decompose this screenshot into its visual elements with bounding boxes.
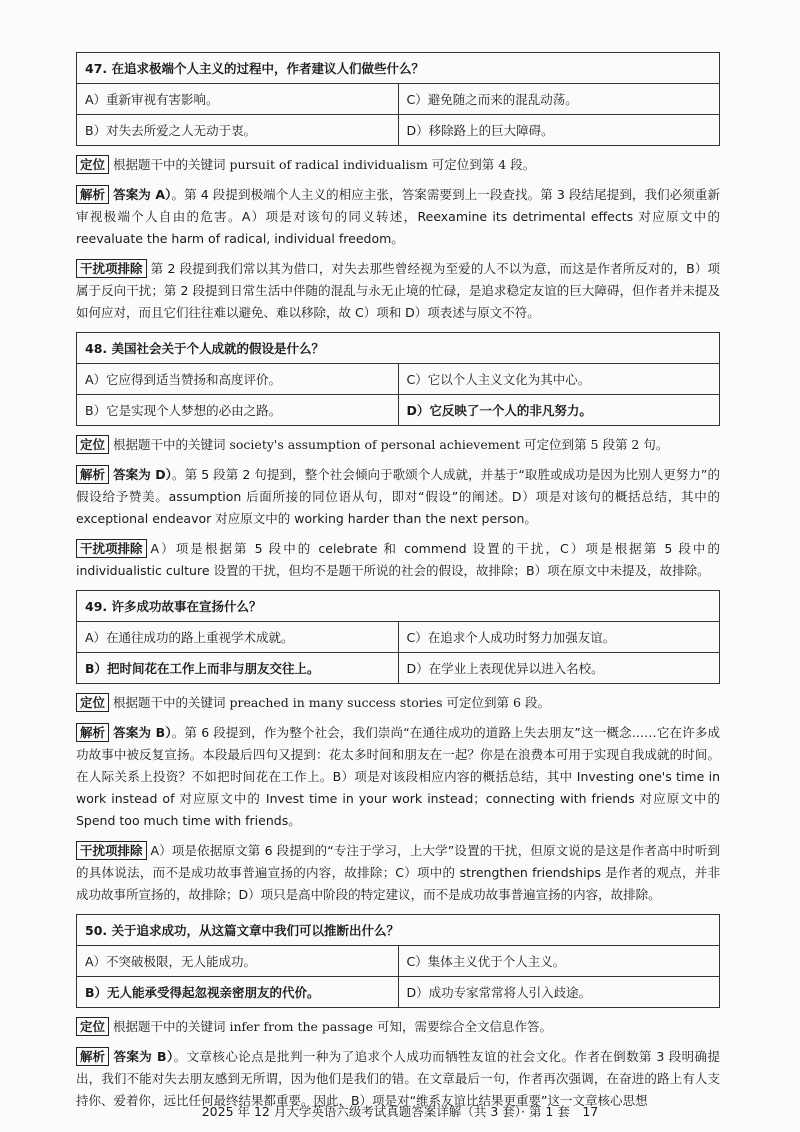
q49-analysis: [76, 722, 720, 832]
option-48-b: B）它是实现个人梦想的必由之路。: [77, 395, 399, 426]
question-50-table: [76, 914, 720, 1008]
location-text: 根据题干中的关键词 pursuit of radical individualism 可定位到第 4 段。: [113, 157, 536, 172]
analysis-text: 。第 6 段提到，作为整个社会，我们崇尚“在通往成功的道路上失去朋友”这一概念……它在许多成功故事中被反复宣扬。本段最后四句又提到：花太多时间和朋友在一起？你是在浪费本可用于实现自我成就的时间。在人际关系上投资？不如把时间花在工作上。B）项是对该段相应内容的概括总结，其中 Investing one's time in work instead of 对应原文中的 Invest time in your work instead；connecting with friends 对应原文中的 Spend too much time with friends。: [76, 725, 720, 828]
q49-distractor: [76, 840, 720, 906]
option-50-c: C）集体主义优于个人主义。: [398, 946, 720, 977]
q48-location: [76, 434, 720, 456]
question-49-stem: 49. 许多成功故事在宣扬什么？: [77, 591, 720, 622]
answer-page: [76, 52, 720, 1112]
q49-location: [76, 692, 720, 714]
option-48-a: A）它应得到适当赞扬和高度评价。: [77, 364, 399, 395]
question-50-stem: 50. 关于追求成功，从这篇文章中我们可以推断出什么？: [77, 915, 720, 946]
q47-distractor: [76, 258, 720, 324]
option-49-b: B）把时间花在工作上而非与朋友交往上。: [77, 653, 399, 684]
distractor-tag: 干扰项排除: [76, 841, 147, 860]
analysis-tag: 解析: [76, 465, 109, 484]
distractor-tag: 干扰项排除: [76, 259, 147, 278]
question-48-table: [76, 332, 720, 426]
location-text: 根据题干中的关键词 infer from the passage 可知，需要综合全文信息作答。: [113, 1019, 553, 1034]
question-47-table: [76, 52, 720, 146]
location-tag: 定位: [76, 1017, 109, 1036]
option-47-b: B）对失去所爱之人无动于衷。: [77, 115, 399, 146]
distractor-text: 第 2 段提到我们常以其为借口，对失去那些曾经视为至爱的人不以为意，而这是作者所反对的，B）项属于反向干扰；第 2 段提到日常生活中伴随的混乱与永无止境的忙碌，是追求稳定友谊的巨大障碍，但作者并未提及如何应对，而且它们往往难以避免、难以移除，故 C）项和 D）项表述与原文不符。: [76, 261, 720, 320]
question-48-stem: 48. 美国社会关于个人成就的假设是什么？: [77, 333, 720, 364]
answer-label: 答案为 B）: [113, 1049, 174, 1064]
answer-label: 答案为 D）: [113, 467, 172, 482]
option-48-d: D）它反映了一个人的非凡努力。: [398, 395, 720, 426]
option-47-a: A）重新审视有害影响。: [77, 84, 399, 115]
q47-location: [76, 154, 720, 176]
analysis-text: 。文章核心论点是批判一种为了追求个人成功而牺牲友谊的社会文化。作者在倒数第 3 段明确提出，我们不能对失去朋友感到无所谓，因为他们是我们的错。在文章最后一句，作者再次强调，在奋进的路上有人支持你、爱着你，远比任何最终结果都重要。因此，B）项是对“维系友谊比结果更重要”这一文章核心思想: [76, 1049, 720, 1108]
location-text: 根据题干中的关键词 preached in many success stories 可定位到第 6 段。: [113, 695, 550, 710]
option-48-c: C）它以个人主义文化为其中心。: [398, 364, 720, 395]
option-47-d: D）移除路上的巨大障碍。: [398, 115, 720, 146]
location-tag: 定位: [76, 155, 109, 174]
location-tag: 定位: [76, 435, 109, 454]
option-50-b: B）无人能承受得起忽视亲密朋友的代价。: [77, 977, 399, 1008]
option-49-d: D）在学业上表现优异以进入名校。: [398, 653, 720, 684]
q48-distractor: [76, 538, 720, 582]
analysis-tag: 解析: [76, 1047, 109, 1066]
option-50-d: D）成功专家常常将人引入歧途。: [398, 977, 720, 1008]
option-49-c: C）在追求个人成功时努力加强友谊。: [398, 622, 720, 653]
analysis-text: 。第 4 段提到极端个人主义的相应主张，答案需要到上一段查找。第 3 段结尾提到，我们必须重新审视极端个人自由的危害。A）项是对该句的同义转述，Reexamine its detrimental effects 对应原文中的 reevaluate the harm of radical, individual freedom。: [76, 187, 720, 246]
distractor-text: A）项是依据原文第 6 段提到的“专注于学习，上大学”设置的干扰，但原文说的是这是作者高中时听到的具体说法，而不是成功故事普遍宣扬的内容，故排除；C）项中的 strengthen friendships 是作者的观点，并非成功故事所宣扬的，故排除；D）项只是高中阶段的特定建议，而不是成功故事普遍宣扬的内容，故排除。: [76, 843, 720, 902]
page-footer: 2025 年 12 月大学英语六级考试真题答案详解（共 3 套）· 第 1 套 17: [201, 1104, 599, 1119]
distractor-text: A）项是根据第 5 段中的 celebrate 和 commend 设置的干扰，C）项是根据第 5 段中的 individualistic culture 设置的干扰，但均不是题干所说的社会的假设，故排除；B）项在原文中未提及，故排除。: [76, 541, 720, 578]
answer-label: 答案为 B）: [113, 725, 172, 740]
q47-analysis: [76, 184, 720, 250]
location-tag: 定位: [76, 693, 109, 712]
option-47-c: C）避免随之而来的混乱动荡。: [398, 84, 720, 115]
option-49-a: A）在通往成功的路上重视学术成就。: [77, 622, 399, 653]
q48-analysis: [76, 464, 720, 530]
analysis-text: 。第 5 段第 2 句提到，整个社会倾向于歌颂个人成就，并基于“取胜或成功是因为比别人更努力”的假设给予赞美。assumption 后面所接的同位语从句，即对“假设”的阐述。D）项是对该句的概括总结，其中的 exceptional endeavor 对应原文中的 working harder than the next person。: [76, 467, 720, 526]
option-50-a: A）不突破极限，无人能成功。: [77, 946, 399, 977]
location-text: 根据题干中的关键词 society's assumption of personal achievement 可定位到第 5 段第 2 句。: [113, 437, 669, 452]
analysis-tag: 解析: [76, 723, 109, 742]
question-49-table: [76, 590, 720, 684]
answer-label: 答案为 A）: [113, 187, 172, 202]
q50-location: [76, 1016, 720, 1038]
question-47-stem: 47. 在追求极端个人主义的过程中，作者建议人们做些什么？: [77, 53, 720, 84]
analysis-tag: 解析: [76, 185, 109, 204]
distractor-tag: 干扰项排除: [76, 539, 147, 558]
